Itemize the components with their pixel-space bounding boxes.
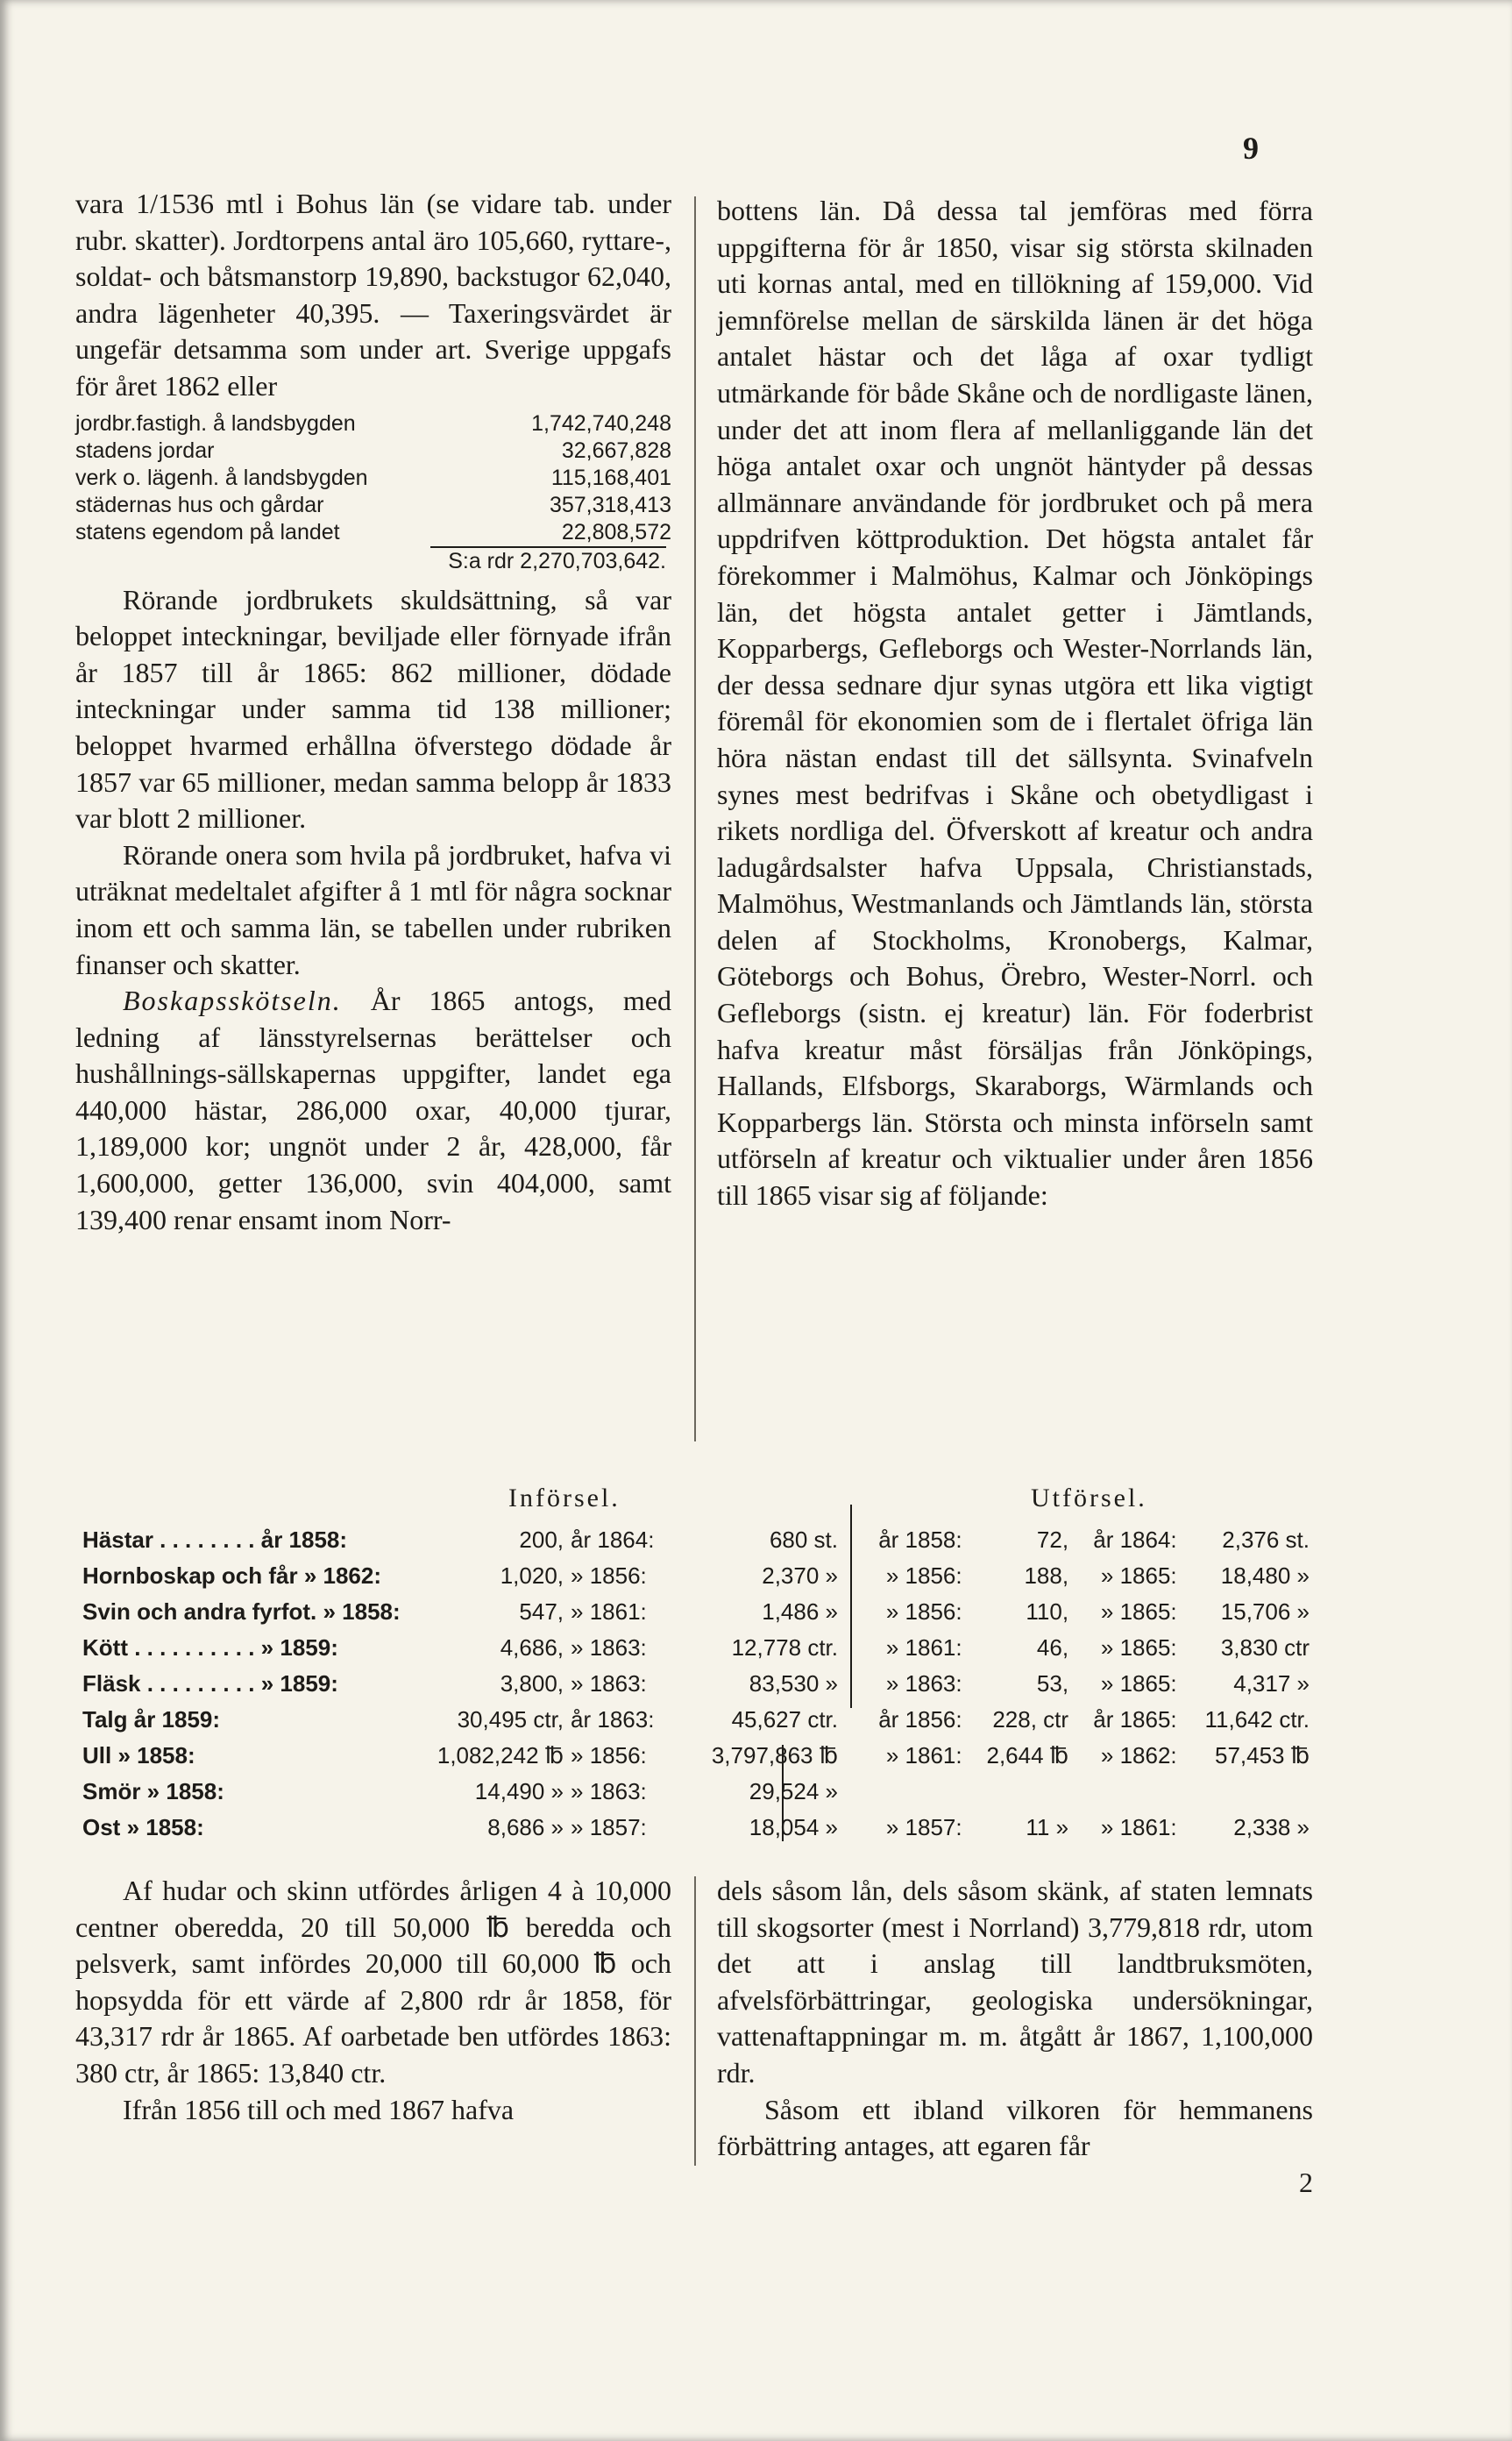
max-year: år 1863: bbox=[571, 1706, 655, 1733]
min-year: » 1857: bbox=[885, 1814, 962, 1840]
min-year: » 1856: bbox=[885, 1562, 962, 1589]
min-year: » 1861: bbox=[885, 1634, 962, 1661]
paragraph: Såsom ett ibland vilkoren för hemmanens förbättring antages, att egaren får bbox=[717, 2093, 1313, 2162]
import-row bbox=[79, 1738, 841, 1774]
max-year: » 1865: bbox=[1100, 1670, 1177, 1697]
export-row bbox=[859, 1702, 1315, 1738]
max-year: år 1864: bbox=[1093, 1527, 1177, 1553]
max-value: 4,317 » bbox=[1233, 1670, 1310, 1697]
max-value: 2,338 » bbox=[1233, 1814, 1310, 1840]
paragraph: Rörande onera som hvila på jordbruket, hafva vi uträknat medeltalet afgifter å 1 mtl för några socknar inom ett och samma län, se tabellen under rubriken finanser och skatter. bbox=[75, 838, 671, 980]
right-column-bottom bbox=[717, 1873, 1313, 2201]
import-row bbox=[79, 1594, 841, 1630]
max-value: 680 st. bbox=[769, 1527, 838, 1553]
section-heading: Boskapsskötseln. bbox=[123, 985, 342, 1017]
max-value: 83,530 » bbox=[749, 1670, 838, 1697]
row-label: Svin och andra fyrfot. » 1858: bbox=[82, 1598, 401, 1625]
export-row bbox=[859, 1522, 1315, 1558]
paragraph: dels såsom lån, dels såsom skänk, af staten lemnats till skogsorter (mest i Norrland) 3,779,818 rdr, utom det att i anslag till landtbruksmöten, afvelsförbättringar, geologiska undersökningar, vattenaftappningar m. m. åtgått år 1867, 1,100,000 rdr. bbox=[717, 1875, 1313, 2089]
min-year bbox=[859, 1774, 968, 1810]
row-label: Fläsk . . . . . . . . . » 1859: bbox=[82, 1670, 338, 1697]
max-year: » 1857: bbox=[571, 1814, 647, 1840]
import-row bbox=[79, 1666, 841, 1702]
column-divider bbox=[694, 196, 696, 1441]
min-value: 188, bbox=[1024, 1562, 1069, 1589]
min-year: » 1856: bbox=[885, 1598, 962, 1625]
import-row bbox=[79, 1558, 841, 1594]
row-label: Smör » 1858: bbox=[82, 1778, 224, 1804]
property-label: städernas hus och gårdar bbox=[75, 492, 324, 517]
export-row bbox=[859, 1558, 1315, 1594]
property-value: 357,318,413 bbox=[549, 492, 671, 517]
min-year: » 1861: bbox=[885, 1742, 962, 1768]
max-value: 1,486 » bbox=[762, 1598, 838, 1625]
paragraph: Af hudar och skinn utfördes årligen 4 à 10,000 centner oberedda, 20 till 50,000 ℔ beredda och pelsverk, samt infördes 20,000 till 60,000 ℔ och hopsydda för ett värde af 2,800 rdr år 1858, för 43,317 rdr år 1865. Af oarbetade ben utfördes 1863: 380 ctr, år 1865: 13,840 ctr. bbox=[75, 1875, 671, 2089]
min-value: 4,686, bbox=[500, 1634, 564, 1661]
import-row bbox=[79, 1774, 841, 1810]
max-year: » 1862: bbox=[1100, 1742, 1177, 1768]
paragraph: vara 1/1536 mtl i Bohus län (se vidare tab. under rubr. skatter). Jordtorpens antal äro 105,660, ryttare-, soldat- och båtsmanstorp 19,890, backstugor 62,040, andra lägenheter 40,395. — Taxeringsvärdet är ungefär detsamma som under art. Sverige uppgafs för året 1862 eller bbox=[75, 188, 671, 402]
min-value: 1,020, bbox=[500, 1562, 564, 1589]
table-divider bbox=[850, 1505, 852, 1708]
property-row bbox=[75, 519, 671, 546]
property-label: verk o. lägenh. å landsbygden bbox=[75, 465, 368, 490]
min-value: 200, bbox=[519, 1527, 564, 1553]
min-value: 3,800, bbox=[500, 1670, 564, 1697]
max-year: » 1863: bbox=[571, 1778, 647, 1804]
property-row bbox=[75, 492, 671, 519]
min-value: 8,686 » bbox=[487, 1814, 564, 1840]
min-value: 53, bbox=[1036, 1670, 1069, 1697]
row-label: Ost » 1858: bbox=[82, 1814, 204, 1840]
property-label: stadens jordar bbox=[75, 438, 215, 463]
max-value: 3,797,863 ℔ bbox=[711, 1742, 838, 1768]
left-column-top bbox=[75, 186, 671, 1238]
import-row bbox=[79, 1630, 841, 1666]
left-column-bottom bbox=[75, 1873, 671, 2128]
min-value: 1,082,242 ℔ bbox=[437, 1742, 564, 1768]
max-year: » 1865: bbox=[1100, 1598, 1177, 1625]
import-row bbox=[79, 1810, 841, 1846]
signature-mark: 2 bbox=[1299, 2166, 1313, 2198]
max-year: » 1863: bbox=[571, 1634, 647, 1661]
property-row bbox=[75, 438, 671, 465]
min-year: år 1856: bbox=[878, 1706, 962, 1733]
property-value: 22,808,572 bbox=[561, 519, 671, 544]
property-value: 1,742,740,248 bbox=[531, 410, 671, 436]
import-row bbox=[79, 1702, 841, 1738]
max-year: » 1861: bbox=[1100, 1814, 1177, 1840]
paragraph: Rörande jordbrukets skuldsättning, så var beloppet inteckningar, beviljade eller förnyade ifrån år 1857 till år 1865: 862 millioner, dödade inteckningar under samma tid 138 millioner; beloppet hvarmed erhållna öfverstego dödade år 1857 var 65 millioner, medan samma belopp år 1833 var blott 2 millioner. bbox=[75, 583, 671, 835]
max-value: 2,376 st. bbox=[1222, 1527, 1310, 1553]
max-year: år 1865: bbox=[1093, 1706, 1177, 1733]
row-label: Hornboskap och får » 1862: bbox=[82, 1562, 381, 1589]
max-value: 18,480 » bbox=[1220, 1562, 1310, 1589]
max-year: » 1861: bbox=[571, 1598, 647, 1625]
max-year: » 1865: bbox=[1100, 1634, 1177, 1661]
export-row bbox=[859, 1810, 1315, 1846]
max-year: » 1865: bbox=[1100, 1562, 1177, 1589]
max-value: 15,706 » bbox=[1220, 1598, 1310, 1625]
max-value bbox=[1182, 1774, 1315, 1810]
max-value: 2,370 » bbox=[762, 1562, 838, 1589]
export-row bbox=[859, 1774, 1315, 1810]
min-value: 547, bbox=[519, 1598, 564, 1625]
column-divider bbox=[694, 1876, 696, 2166]
import-table bbox=[79, 1522, 841, 1846]
export-row bbox=[859, 1594, 1315, 1630]
min-value: 72, bbox=[1036, 1527, 1069, 1553]
import-row bbox=[79, 1522, 841, 1558]
min-value: 46, bbox=[1036, 1634, 1069, 1661]
export-row bbox=[859, 1738, 1315, 1774]
max-value: 29,524 » bbox=[749, 1778, 838, 1804]
row-label: Talg år 1859: bbox=[82, 1706, 221, 1733]
min-year: » 1863: bbox=[885, 1670, 962, 1697]
min-value: 30,495 ctr, bbox=[457, 1706, 564, 1733]
import-heading: Införsel. bbox=[508, 1484, 621, 1512]
property-label: statens egendom på landet bbox=[75, 519, 340, 544]
property-value-list bbox=[75, 410, 671, 575]
max-year: » 1856: bbox=[571, 1742, 647, 1768]
min-year: år 1858: bbox=[878, 1527, 962, 1553]
max-year: » 1863: bbox=[571, 1670, 647, 1697]
min-value: 228, ctr bbox=[992, 1706, 1069, 1733]
page-number: 9 bbox=[1243, 131, 1259, 166]
min-value: 2,644 ℔ bbox=[986, 1742, 1069, 1768]
max-value: 18,054 » bbox=[749, 1814, 838, 1840]
property-value: 115,168,401 bbox=[550, 465, 671, 490]
paragraph: Boskapsskötseln. År 1865 antogs, med ledning af länsstyrelsernas berättelser och hushållnings-sällskapernas uppgifter, landet ega 440,000 hästar, 286,000 oxar, 40,000 tjurar, 1,189,000 kor; ungnöt under 2 år, 428,000, får 1,600,000, getter 136,000, svin 404,000, samt 139,400 renar ensamt inom Norr- bbox=[75, 985, 671, 1235]
row-label: Ull » 1858: bbox=[82, 1742, 195, 1768]
max-year: år 1864: bbox=[571, 1527, 655, 1553]
paragraph: Ifrån 1856 till och med 1867 hafva bbox=[123, 2093, 515, 2125]
property-row bbox=[75, 465, 671, 492]
max-year bbox=[1074, 1774, 1182, 1810]
right-column-top bbox=[717, 193, 1313, 1214]
min-value bbox=[968, 1774, 1074, 1810]
max-year: » 1856: bbox=[571, 1562, 647, 1589]
max-value: 45,627 ctr. bbox=[731, 1706, 838, 1733]
max-value: 11,642 ctr. bbox=[1204, 1706, 1310, 1733]
max-value: 3,830 ctr bbox=[1220, 1634, 1310, 1661]
property-sum: S:a rdr 2,270,703,642. bbox=[75, 546, 671, 575]
export-row bbox=[859, 1630, 1315, 1666]
min-value: 11 » bbox=[1026, 1814, 1069, 1840]
export-row bbox=[859, 1666, 1315, 1702]
max-value: 57,453 ℔ bbox=[1214, 1742, 1310, 1768]
max-value: 12,778 ctr. bbox=[731, 1634, 838, 1661]
property-value: 32,667,828 bbox=[561, 438, 671, 463]
export-heading: Utförsel. bbox=[1031, 1484, 1147, 1512]
min-value: 14,490 » bbox=[474, 1778, 564, 1804]
row-label: Hästar . . . . . . . . år 1858: bbox=[82, 1527, 348, 1553]
min-value: 110, bbox=[1026, 1598, 1069, 1625]
export-table bbox=[859, 1522, 1315, 1846]
row-label: Kött . . . . . . . . . . » 1859: bbox=[82, 1634, 338, 1661]
paragraph: bottens län. Då dessa tal jemföras med förra uppgifterna för år 1850, visar sig största skilnaden uti kornas antal, med en tillökning af 159,000. Vid jemnförelse mellan de särskilda länen är det höga antalet hästar och det låga af oxar tydligt utmärkande för både Skåne och de nordligaste länen, under det att inom flera af mellanliggande län det höga antalet oxar och ungnöt häntyder på dessas allmännare användande för jordbruket och på mera uppdrifven köttproduktion. Det högsta antalet får förekommer i Malmöhus, Kalmar och Jönköpings län, det högsta antalet getter i Jämtlands, Kopparbergs, Gefleborgs och Wester-Norrlands län, der dessa sednare djur synas utgöra ett lika vigtigt föremål för ekonomien som de i flertalet öfriga län höra nästan endast till det sällsynta. Svinafveln synes mest bedrifvas i Skåne och obetydligast i rikets nordliga del. Öfverskott af kreatur och andra ladugårdsalster hafva Uppsala, Christianstads, Malmöhus, Westmanlands och Jämtlands län, största delen af Stockholms, Kronobergs, Kalmar, Göteborgs och Bohus, Örebro, Wester-Norrl. och Gefleborgs (sistn. ej kreatur) län. För foderbrist hafva kreatur måst försäljas från Jönköpings, Hallands, Elfsborgs, Skaraborgs, Wärmlands och Kopparbergs län. Största och minsta införseln samt utförseln af kreatur och viktualier under åren 1856 till 1865 visar sig af följande: bbox=[717, 195, 1313, 1212]
property-row bbox=[75, 410, 671, 438]
property-label: jordbr.fastigh. å landsbygden bbox=[75, 410, 356, 436]
